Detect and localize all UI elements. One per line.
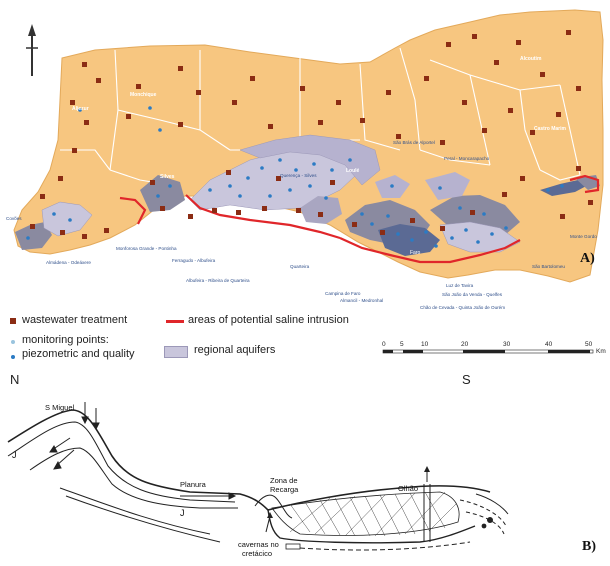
aquifer-label: Almancil - Medronhal	[340, 298, 384, 303]
aquifer-label: São Bartolomeu	[532, 264, 565, 269]
aquifer-legend-icon	[164, 346, 188, 358]
aquifer-label: Querença - Silves	[280, 173, 317, 178]
scale-bar	[383, 350, 593, 353]
legend-monitoring-label: monitoring points:	[22, 334, 109, 346]
scale-unit-label: Km	[596, 348, 606, 355]
aquifer-label: Faro	[410, 250, 421, 256]
scale-tick-label: 10	[421, 341, 429, 348]
aquifer-label: Monforosa Grande - Pontinha	[116, 246, 177, 251]
aquifer-label: Ferragudo - Albufeira	[172, 258, 216, 263]
legend-piezometric-label: piezometric and quality	[22, 348, 135, 360]
legend-wastewater-label: wastewater treatment	[22, 314, 128, 326]
panel-b-label: B)	[582, 539, 596, 554]
legend-aquifers-label: regional aquifers	[194, 344, 276, 356]
jurassic-label-lower: J	[180, 508, 185, 518]
municipality-label: Aljezur	[72, 106, 89, 112]
municipality-label: Silves	[160, 174, 175, 180]
wastewater-legend-icon	[10, 318, 16, 324]
legend-saline-label: areas of potential saline intrusion	[188, 314, 349, 326]
scale-tick-label: 30	[503, 341, 511, 348]
cavernas-label-2: cretácico	[242, 549, 273, 558]
north-label: N	[10, 372, 20, 387]
olhao-label: Olhão	[398, 484, 419, 493]
aquifer-label: Chão de Cevada - Quinta João de Ourém	[420, 305, 506, 310]
aquifer-label: Covões	[6, 216, 22, 221]
aquifer-label: Albufeira - Ribeira de Quarteira	[186, 278, 250, 283]
north-arrow-icon	[26, 24, 38, 76]
aquifer-label: São João da Venda - Quelfes	[442, 292, 503, 297]
municipality-label: Alcoutim	[520, 56, 542, 62]
monitoring-legend-icon	[11, 340, 15, 344]
panel-a-label: A)	[580, 251, 595, 266]
planura-label: Planura	[180, 480, 206, 489]
aquifer-label: Quarteira	[290, 264, 310, 269]
scale-tick-label: 40	[545, 341, 553, 348]
scale-tick-label: 20	[461, 341, 469, 348]
s-miguel-label: S Miguel	[45, 403, 75, 412]
municipality-label: Castro Marim	[534, 126, 566, 132]
aquifer-label: Campina de Faro	[325, 291, 361, 296]
aquifer-label: Monte Gordo	[570, 234, 597, 239]
scale-tick-label: 5	[400, 341, 404, 348]
zona-recarga-label-2: Recarga	[270, 485, 299, 494]
piezometric-legend-icon	[11, 355, 15, 359]
municipality-label: Loulé	[346, 168, 360, 174]
south-label: S	[462, 372, 471, 387]
saline-legend-icon	[166, 320, 184, 323]
hydrogeological-cross-section	[0, 392, 610, 566]
aquifer-label: Luz de Tavira	[446, 283, 474, 288]
scale-tick-label: 0	[382, 341, 386, 348]
aquifer-label: Almádena - Odeáxere	[46, 260, 91, 265]
aquifer-label: São Brás de Alportel	[393, 140, 435, 145]
jurassic-label-upper: J	[12, 450, 17, 460]
scale-tick-label: 50	[585, 341, 593, 348]
cavernas-label-1: cavernas no	[238, 540, 279, 549]
municipality-label: Monchique	[130, 92, 157, 98]
aquifer-label: Peral - Moncarapacho	[444, 156, 490, 161]
zona-recarga-label-1: Zona de	[270, 476, 298, 485]
